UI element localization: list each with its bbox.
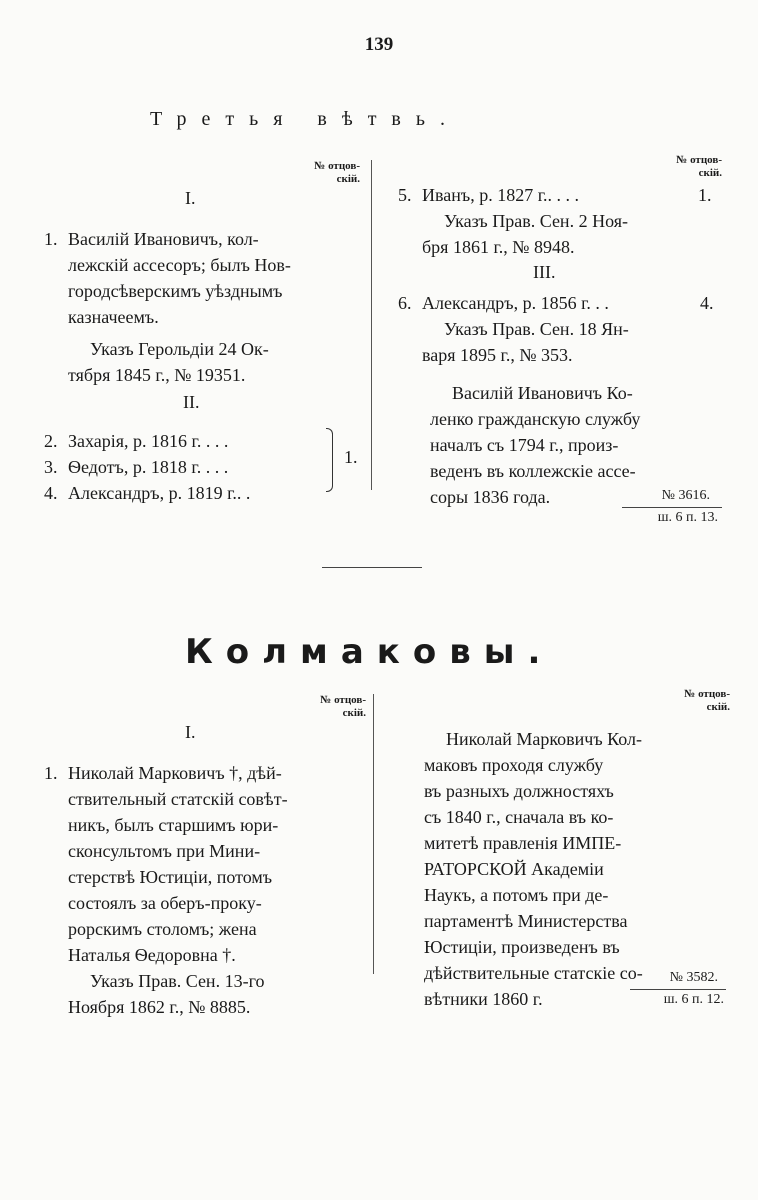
header-line: № отцов- <box>320 694 366 706</box>
header-line: скій. <box>336 173 360 185</box>
archive-ref-number: № 3582. <box>669 970 718 985</box>
archive-ref-location: ш. 6 п. 13. <box>657 510 718 525</box>
family-title: Колмаковы. <box>185 632 554 672</box>
entry-text-line: состоялъ за оберъ-проку- <box>68 893 262 913</box>
note-line: дѣйствительные статскіе со- <box>424 963 643 983</box>
note-line: въ разныхъ должностяхъ <box>424 781 614 801</box>
entry-number: 1. <box>44 763 58 783</box>
note-line: соры 1836 года. <box>430 487 551 507</box>
entry-text-line: Иванъ, р. 1827 г.. . . . <box>422 185 580 205</box>
note-line: партаментѣ Министерства <box>424 911 628 931</box>
note-line: веденъ въ коллежскіе ассе- <box>430 461 636 481</box>
generation-2-heading: II. <box>183 392 200 412</box>
note-line: началъ съ 1794 г., произ- <box>430 435 619 455</box>
column-divider <box>373 694 374 974</box>
father-column-header-right <box>660 154 722 180</box>
note-line: ленко гражданскую службу <box>430 409 641 429</box>
header-line: скій. <box>706 701 730 713</box>
entry-text-line: лежскій ассесоръ; былъ Нов- <box>68 255 291 275</box>
section-title-branch: Третья вѣтвь. <box>150 108 460 130</box>
header-line: № отцов- <box>314 160 360 172</box>
entry-text-line: ствительный статскій совѣт- <box>68 789 288 809</box>
decree-line: тября 1845 г., № 19351. <box>68 365 246 385</box>
father-number: 4. <box>700 293 714 313</box>
brace <box>326 428 333 492</box>
page-number: 139 <box>364 34 394 55</box>
entry-number: 6. <box>398 293 412 313</box>
entry-number: 2. <box>44 431 58 451</box>
ref-rule <box>630 989 726 990</box>
entry-text-line: стерствѣ Юстиціи, потомъ <box>68 867 273 887</box>
entry-4 <box>44 480 344 506</box>
generation-3-heading: III. <box>533 262 556 282</box>
entry-5 <box>398 182 718 260</box>
note-line: РАТОРСКОЙ Академіи <box>424 859 604 879</box>
entry-2 <box>44 428 344 454</box>
father-column-header-right <box>668 688 730 714</box>
decree-line: Ноября 1862 г., № 8885. <box>68 997 251 1017</box>
note-line: Николай Марковичъ Кол- <box>446 729 642 749</box>
entry-1 <box>44 226 344 388</box>
entry-number: 5. <box>398 185 412 205</box>
archive-ref-location: ш. 6 п. 12. <box>663 992 724 1007</box>
entry-text-line: рорскимъ столомъ; жена <box>68 919 257 939</box>
note-line: Наукъ, а потомъ при де- <box>424 885 609 905</box>
ref-rule <box>622 507 722 508</box>
entry-number: 4. <box>44 483 58 503</box>
entry-text-line: городсѣверскимъ уѣзднымъ <box>68 281 283 301</box>
note-line: Юстиціи, произведенъ въ <box>424 937 620 957</box>
decree-line: Указъ Прав. Сен. 18 Ян- <box>444 319 629 339</box>
decree-line: варя 1895 г., № 353. <box>422 345 573 365</box>
header-line: № отцов- <box>676 154 722 166</box>
entry-text-line: Николай Марковичъ †, дѣй- <box>68 763 282 783</box>
note-line: маковъ проходя службу <box>424 755 604 775</box>
entry-3 <box>44 454 344 480</box>
entry-text-line: Наталья Ѳедоровна †. <box>68 945 236 965</box>
father-column-header-left <box>306 694 366 720</box>
father-number: 1. <box>344 447 358 467</box>
note-line: митетѣ правленія ИМПЕ- <box>424 833 622 853</box>
generation-1-heading: I. <box>185 722 196 742</box>
entry-number: 3. <box>44 457 58 477</box>
entry-text: Захарія, р. 1816 г. . . . <box>68 431 229 451</box>
entry-text: Александръ, р. 1819 г.. . <box>68 483 251 503</box>
generation-1-heading: I. <box>185 188 196 208</box>
archive-ref-number: № 3616. <box>661 488 710 503</box>
entries-generation-2 <box>44 428 344 506</box>
entry-1 <box>44 760 356 1020</box>
decree-line: Указъ Прав. Сен. 2 Ноя- <box>444 211 628 231</box>
entry-text: Ѳедотъ, р. 1818 г. . . . <box>68 457 229 477</box>
header-line: скій. <box>342 707 366 719</box>
decree-line: Указъ Герольдіи 24 Ок- <box>90 339 269 359</box>
column-divider <box>371 160 372 490</box>
entry-text-line: сконсультомъ при Мини- <box>68 841 261 861</box>
note-line: вѣтники 1860 г. <box>424 989 543 1009</box>
header-line: скій. <box>698 167 722 179</box>
father-column-header-left <box>300 160 360 186</box>
entry-number: 1. <box>44 229 58 249</box>
entry-text-line: казначеемъ. <box>68 307 159 327</box>
header-line: № отцов- <box>684 688 730 700</box>
entry-text-line: Василій Ивановичъ, кол- <box>68 229 259 249</box>
note-line: съ 1840 г., сначала въ ко- <box>424 807 614 827</box>
entry-6 <box>398 290 718 368</box>
section-separator <box>322 567 422 568</box>
decree-line: бря 1861 г., № 8948. <box>422 237 575 257</box>
entry-text-line: Александръ, р. 1856 г. . . <box>422 293 609 313</box>
decree-line: Указъ Прав. Сен. 13-го <box>90 971 265 991</box>
father-number: 1. <box>698 185 712 205</box>
entry-text-line: никъ, былъ старшимъ юри- <box>68 815 279 835</box>
note-line: Василій Ивановичъ Ко- <box>452 383 633 403</box>
